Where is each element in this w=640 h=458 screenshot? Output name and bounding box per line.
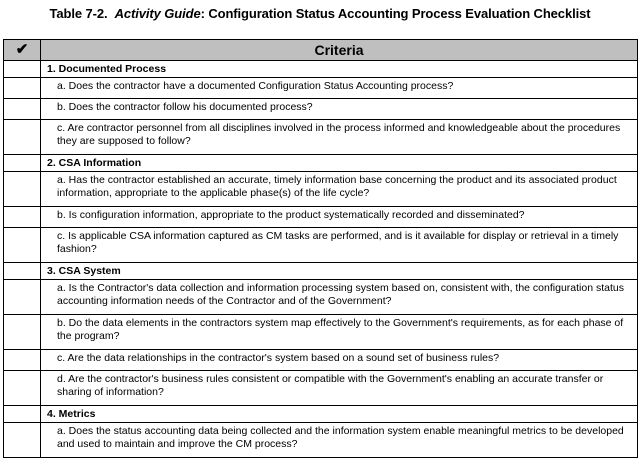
criteria-item: c. Is applicable CSA information captured as CM tasks are performed, and is it available for display or retrieval in a timely fashion? [41, 228, 638, 263]
check-cell[interactable] [4, 78, 41, 99]
section-heading: 3. CSA System [41, 263, 638, 280]
check-cell[interactable] [4, 120, 41, 155]
criteria-item: c. Are contractor personnel from all disciplines involved in the process informed and knowledgeable about the procedures they are supposed to follow? [41, 120, 638, 155]
table-row [4, 99, 638, 120]
check-cell[interactable] [4, 406, 41, 423]
table-row [4, 120, 638, 155]
evaluation-checklist-table [3, 39, 638, 458]
check-cell[interactable] [4, 61, 41, 78]
criteria-item: d. Are the contractor's business rules consistent or compatible with the Government's enabling an accurate transfer or sharing of information? [41, 371, 638, 406]
check-cell[interactable] [4, 423, 41, 458]
table-row [4, 78, 638, 99]
table-title [0, 6, 640, 21]
check-cell[interactable] [4, 228, 41, 263]
table-header-row [4, 40, 638, 61]
checkmark-icon: ✔ [15, 41, 29, 58]
section-row-csa-information [4, 155, 638, 172]
section-heading: 2. CSA Information [41, 155, 638, 172]
table-row [4, 315, 638, 350]
section-heading: 4. Metrics [41, 406, 638, 423]
section-row-metrics [4, 406, 638, 423]
check-column-header [4, 40, 41, 61]
check-cell[interactable] [4, 99, 41, 120]
check-cell[interactable] [4, 207, 41, 228]
criteria-item: a. Does the status accounting data being collected and the information system enable meaningful metrics to be developed and used to maintain and improve the CM process? [41, 423, 638, 458]
table-row [4, 207, 638, 228]
table-row [4, 423, 638, 458]
check-cell[interactable] [4, 315, 41, 350]
criteria-item: a. Is the Contractor's data collection and information processing system based on, consistent with, the configuration status accounting information needs of the Contractor and of the Government? [41, 280, 638, 315]
table-number: Table 7-2. [49, 6, 108, 21]
criteria-column-header: Criteria [41, 40, 638, 61]
check-cell[interactable] [4, 371, 41, 406]
criteria-item: b. Do the data elements in the contractors system map effectively to the Government's requirements, as for each phase of the program? [41, 315, 638, 350]
table-row [4, 172, 638, 207]
table-row [4, 350, 638, 371]
check-cell[interactable] [4, 155, 41, 172]
table-title-text: : Configuration Status Accounting Process Evaluation Checklist [200, 6, 591, 21]
table-row [4, 371, 638, 406]
criteria-item: b. Does the contractor follow his documented process? [41, 99, 638, 120]
criteria-item: a. Has the contractor established an accurate, timely information base concerning the product and its associated product information, appropriate to the applicable phase(s) of the life cycle? [41, 172, 638, 207]
check-cell[interactable] [4, 263, 41, 280]
criteria-item: c. Are the data relationships in the contractor's system based on a sound set of business rules? [41, 350, 638, 371]
table-title-italic: Activity Guide [114, 6, 201, 21]
table-row [4, 280, 638, 315]
criteria-item: b. Is configuration information, appropriate to the product systematically recorded and disseminated? [41, 207, 638, 228]
criteria-item: a. Does the contractor have a documented Configuration Status Accounting process? [41, 78, 638, 99]
check-cell[interactable] [4, 280, 41, 315]
section-heading: 1. Documented Process [41, 61, 638, 78]
table-row [4, 228, 638, 263]
check-cell[interactable] [4, 350, 41, 371]
section-row-documented-process [4, 61, 638, 78]
check-cell[interactable] [4, 172, 41, 207]
section-row-csa-system [4, 263, 638, 280]
